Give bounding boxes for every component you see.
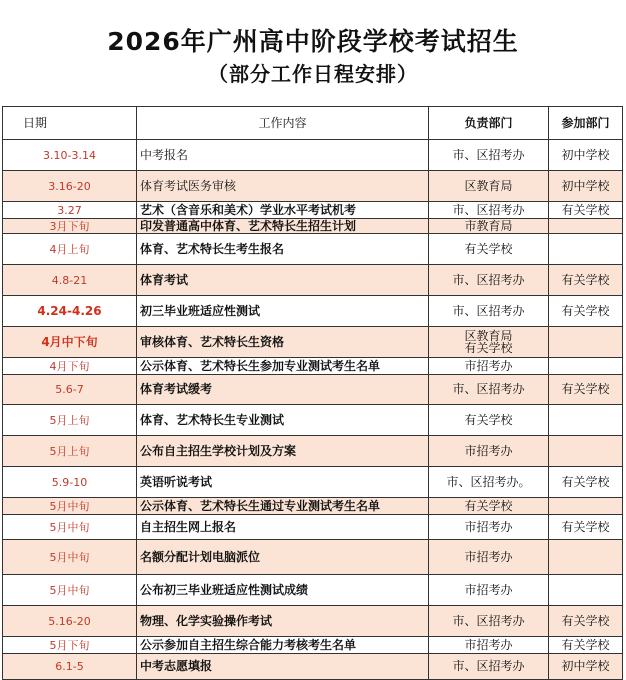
participants-cell: 有关学校 [549, 606, 623, 637]
date-cell: 5.6-7 [3, 375, 137, 405]
table-row [3, 234, 623, 265]
content-cell: 体育考试医务审核 [137, 171, 429, 202]
table-row [3, 358, 623, 375]
table-row [3, 606, 623, 637]
content-cell: 公示体育、艺术特长生通过专业测试考生名单 [137, 498, 429, 515]
page-subtitle: （部分工作日程安排） [208, 62, 418, 86]
content-cell: 公示体育、艺术特长生参加专业测试考生名单 [137, 358, 429, 375]
participants-cell: 初中学校 [549, 140, 623, 171]
dept-cell: 市、区招考办 [429, 140, 549, 171]
participants-cell: 初中学校 [549, 654, 623, 680]
table-row [3, 540, 623, 575]
content-cell: 名额分配计划电脑派位 [137, 540, 429, 575]
participants-cell: 有关学校 [549, 202, 623, 219]
date-cell: 5月中旬 [3, 498, 137, 515]
participants-cell [549, 575, 623, 606]
table-row [3, 467, 623, 498]
participants-cell: 有关学校 [549, 265, 623, 296]
date-cell: 5.16-20 [3, 606, 137, 637]
content-cell: 艺术（含音乐和美术）学业水平考试机考 [137, 202, 429, 219]
table-row [3, 498, 623, 515]
participants-cell [549, 540, 623, 575]
dept-cell: 区教育局 有关学校 [429, 327, 549, 358]
participants-cell [549, 219, 623, 234]
schedule-table [2, 106, 623, 680]
table-row [3, 637, 623, 654]
participants-cell: 有关学校 [549, 637, 623, 654]
date-cell: 4.8-21 [3, 265, 137, 296]
table-row [3, 219, 623, 234]
header-content: 工作内容 [137, 107, 429, 140]
dept-cell: 市招考办 [429, 575, 549, 606]
date-cell: 3.16-20 [3, 171, 137, 202]
participants-cell [549, 327, 623, 358]
dept-cell: 区教育局 [429, 171, 549, 202]
dept-cell: 市、区招考办 [429, 375, 549, 405]
content-cell: 审核体育、艺术特长生资格 [137, 327, 429, 358]
content-cell: 自主招生网上报名 [137, 515, 429, 540]
dept-cell: 市招考办 [429, 358, 549, 375]
participants-cell [549, 498, 623, 515]
date-cell: 4.24-4.26 [3, 296, 137, 327]
dept-cell: 有关学校 [429, 405, 549, 436]
content-cell: 公示参加自主招生综合能力考核考生名单 [137, 637, 429, 654]
dept-cell: 市招考办 [429, 515, 549, 540]
date-cell: 3月下旬 [3, 219, 137, 234]
content-cell: 体育、艺术特长生考生报名 [137, 234, 429, 265]
dept-cell: 市、区招考办 [429, 296, 549, 327]
dept-cell: 有关学校 [429, 498, 549, 515]
date-cell: 5月中旬 [3, 540, 137, 575]
participants-cell: 有关学校 [549, 375, 623, 405]
content-cell: 体育考试 [137, 265, 429, 296]
table-body [3, 140, 623, 680]
page-title: 2026年广州高中阶段学校考试招生 [107, 27, 519, 56]
date-cell: 4月上旬 [3, 234, 137, 265]
table-row [3, 575, 623, 606]
dept-cell: 有关学校 [429, 234, 549, 265]
dept-cell: 市、区招考办 [429, 265, 549, 296]
header-dept: 负责部门 [429, 107, 549, 140]
dept-cell: 市、区招考办 [429, 202, 549, 219]
table-row [3, 202, 623, 219]
content-cell: 中考志愿填报 [137, 654, 429, 680]
content-cell: 公布初三毕业班适应性测试成绩 [137, 575, 429, 606]
participants-cell: 有关学校 [549, 515, 623, 540]
dept-cell: 市招考办 [429, 637, 549, 654]
header-participants: 参加部门 [549, 107, 623, 140]
participants-cell [549, 436, 623, 467]
participants-cell: 有关学校 [549, 467, 623, 498]
table-row [3, 436, 623, 467]
date-cell: 6.1-5 [3, 654, 137, 680]
content-cell: 英语听说考试 [137, 467, 429, 498]
content-cell: 体育考试缓考 [137, 375, 429, 405]
date-cell: 5月上旬 [3, 405, 137, 436]
date-cell: 5月中旬 [3, 515, 137, 540]
participants-cell [549, 358, 623, 375]
participants-cell: 有关学校 [549, 296, 623, 327]
content-cell: 初三毕业班适应性测试 [137, 296, 429, 327]
dept-cell: 市、区招考办 [429, 654, 549, 680]
content-cell: 公布自主招生学校计划及方案 [137, 436, 429, 467]
table-row [3, 265, 623, 296]
date-cell: 5.9-10 [3, 467, 137, 498]
date-cell: 3.10-3.14 [3, 140, 137, 171]
table-row [3, 654, 623, 680]
date-cell: 5月中旬 [3, 575, 137, 606]
table-row [3, 171, 623, 202]
table-row [3, 405, 623, 436]
dept-cell: 市教育局 [429, 219, 549, 234]
participants-cell: 初中学校 [549, 171, 623, 202]
table-header-row [3, 107, 623, 140]
content-cell: 中考报名 [137, 140, 429, 171]
content-cell: 印发普通高中体育、艺术特长生招生计划 [137, 219, 429, 234]
dept-cell: 市招考办 [429, 540, 549, 575]
dept-cell: 市招考办 [429, 436, 549, 467]
participants-cell [549, 234, 623, 265]
content-cell: 体育、艺术特长生专业测试 [137, 405, 429, 436]
header-date: 日期 [3, 107, 137, 140]
date-cell: 3.27 [3, 202, 137, 219]
date-cell: 4月中下旬 [3, 327, 137, 358]
participants-cell [549, 405, 623, 436]
table-row [3, 515, 623, 540]
date-cell: 5月下旬 [3, 637, 137, 654]
date-cell: 4月下旬 [3, 358, 137, 375]
table-row [3, 296, 623, 327]
table-row [3, 375, 623, 405]
dept-cell: 市、区招考办 [429, 606, 549, 637]
date-cell: 5月上旬 [3, 436, 137, 467]
table-row [3, 140, 623, 171]
content-cell: 物理、化学实验操作考试 [137, 606, 429, 637]
dept-cell: 市、区招考办。 [429, 467, 549, 498]
table-row [3, 327, 623, 358]
